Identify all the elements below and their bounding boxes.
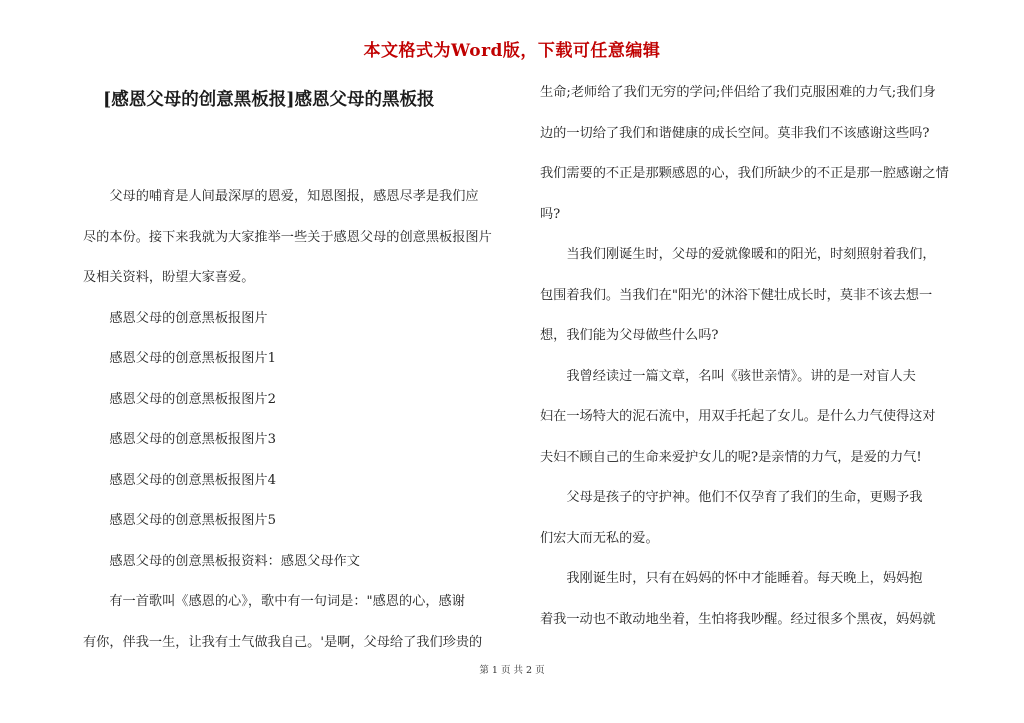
text-line: 包围着我们。当我们在"阳光'的沐浴下健壮成长时，莫非不该去想一: [540, 287, 933, 303]
text-line: 我曾经读过一篇文章，名叫《骇世亲情》。讲的是一对盲人夫: [540, 368, 916, 384]
text-line: 有你，伴我一生，让我有士气做我自己。'是啊，父母给了我们珍贵的: [83, 634, 483, 650]
text-line: 父母的哺育是人间最深厚的恩爱，知恩图报，感恩尽孝是我们应: [83, 189, 479, 204]
text-line: 我刚诞生时，只有在妈妈的怀中才能睡着。每天晚上，妈妈抱: [540, 571, 923, 586]
page-footer: 第 1 页 共 2 页: [479, 665, 545, 676]
text-line: 着我一动也不敢动地坐着，生怕将我吵醒。经过很多个黑夜，妈妈就: [540, 611, 936, 627]
text-line: 们宏大而无私的爱。: [540, 530, 659, 546]
text-line: 生命;老师给了我们无穷的学问;伴侣给了我们克服困难的力气;我们身: [540, 85, 936, 100]
text-line: 边的一切给了我们和谐健康的成长空间。莫非我们不该感谢这些吗?: [540, 125, 930, 141]
text-line: 我们需要的不正是那颗感恩的心，我们所缺少的不正是那一腔感谢之情: [540, 166, 949, 181]
text-line: 妇在一场特大的泥石流中，用双手托起了女儿。是什么力气使得这对: [540, 409, 936, 424]
text-line: 感恩父母的创意黑板报图片4: [83, 472, 277, 488]
text-line: 父母是孩子的守护神。他们不仅孕育了我们的生命，更赐予我: [540, 490, 923, 505]
document-banner: 本文格式为Word版，下载可任意编辑: [363, 41, 661, 61]
text-line: 感恩父母的创意黑板报图片5: [83, 513, 277, 528]
text-line: 吗?: [540, 206, 561, 222]
text-line: 想，我们能为父母做些什么吗?: [540, 328, 719, 343]
text-line: 当我们刚诞生时，父母的爱就像暖和的阳光，时刻照射着我们，: [540, 247, 936, 262]
text-line: 有一首歌叫《感恩的心》，歌中有一句词是："感恩的心，感谢: [83, 594, 465, 609]
text-line: 感恩父母的创意黑板报图片: [83, 310, 268, 326]
text-line: 感恩父母的创意黑板报图片1: [83, 351, 277, 366]
text-line: 尽的本份。接下来我就为大家推举一些关于感恩父母的创意黑板报图片: [83, 229, 492, 245]
text-line: 夫妇不顾自己的生命来爱护女儿的呢?是亲情的力气，是爱的力气!: [540, 449, 922, 465]
document-title: [感恩父母的创意黑板报]感恩父母的黑板报: [103, 90, 435, 110]
right-column: [540, 73, 962, 640]
text-line: 及相关资料，盼望大家喜爱。: [83, 270, 255, 285]
text-line: 感恩父母的创意黑板报资料：感恩父母作文: [83, 553, 360, 569]
left-column: [83, 177, 503, 663]
text-line: 感恩父母的创意黑板报图片3: [83, 432, 277, 447]
text-line: 感恩父母的创意黑板报图片2: [83, 391, 277, 407]
